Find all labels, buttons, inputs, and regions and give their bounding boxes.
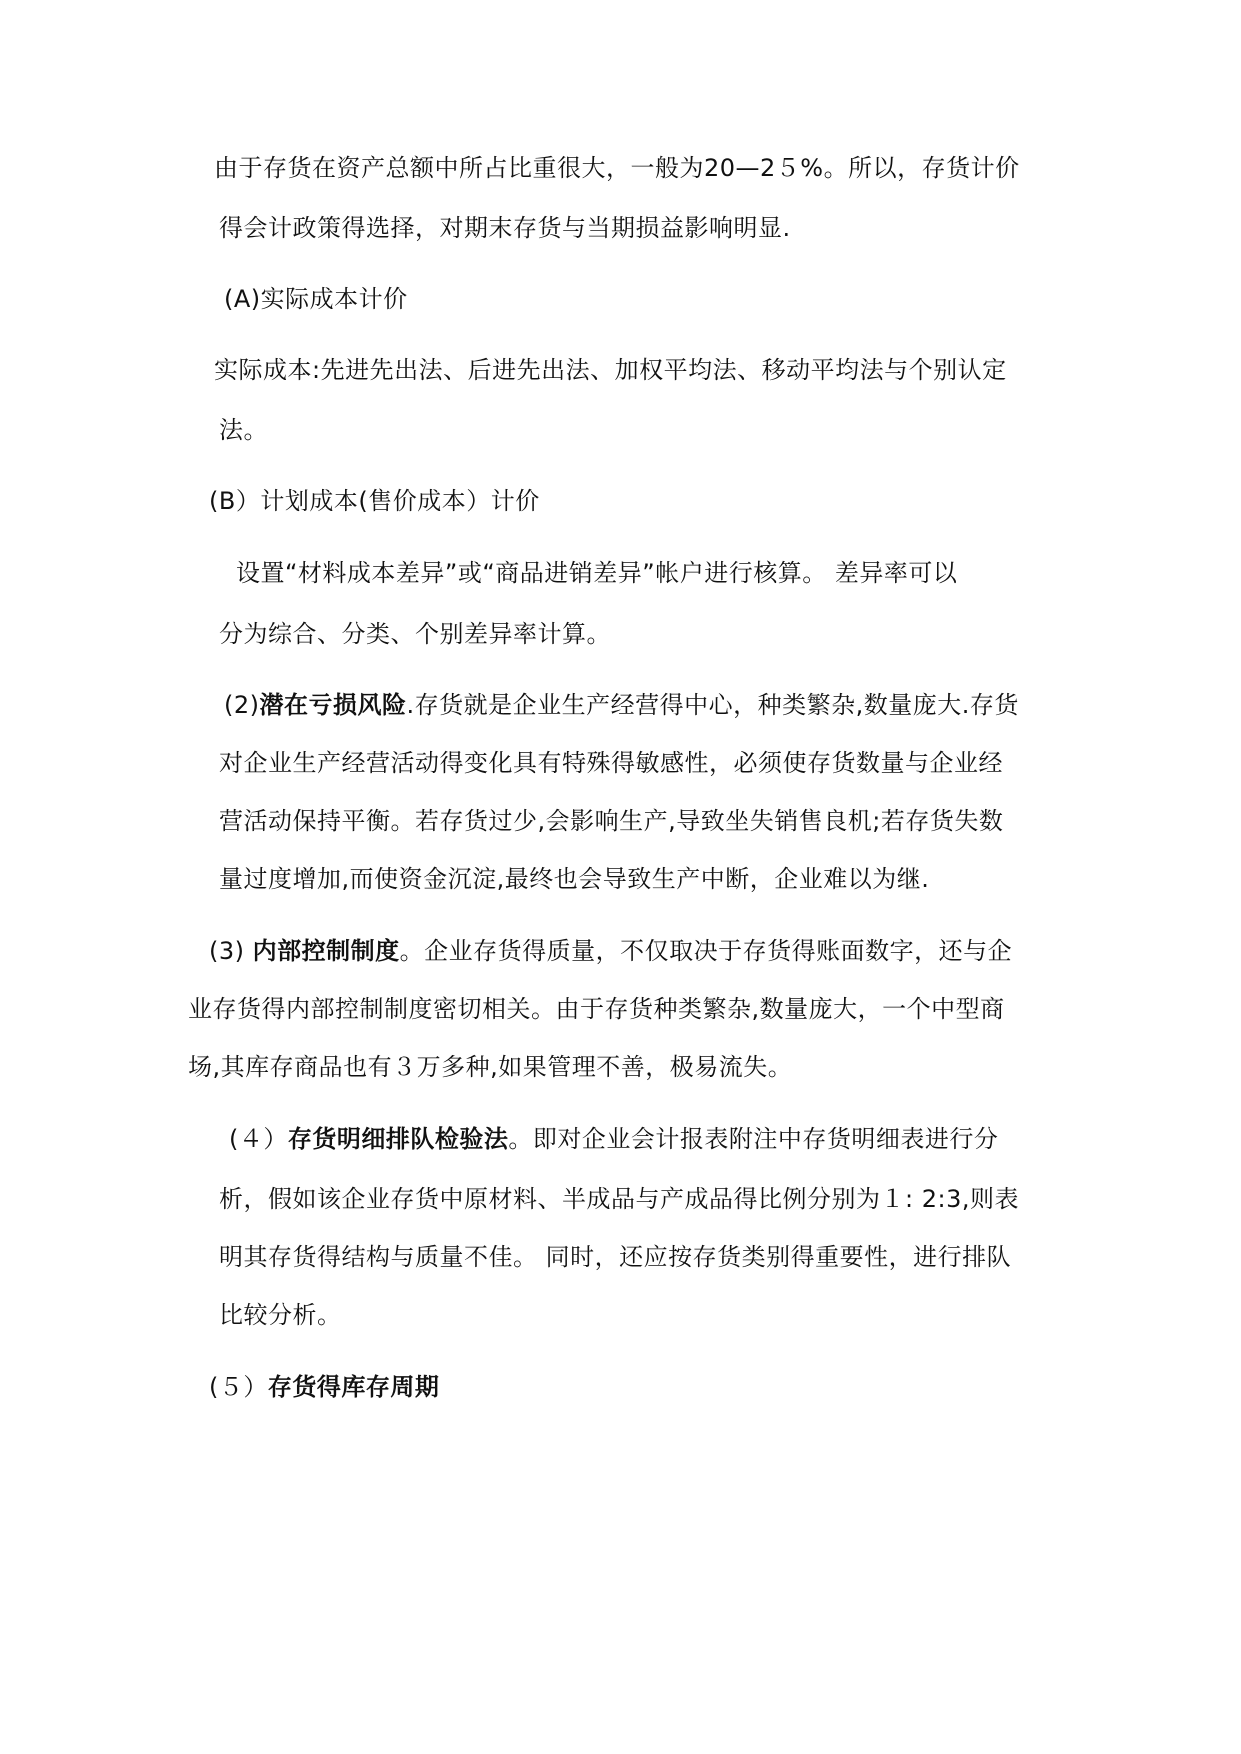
paragraph-line: 实际成本:先进先出法、后进先出法、加权平均法、移动平均法与个别认定: [214, 356, 1007, 384]
first-line-rest: .存货就是企业生产经营得中心，种类繁杂,数量庞大.存货: [406, 691, 1019, 719]
paragraph-line: 业存货得内部控制制度密切相关。由于存货种类繁杂,数量庞大，一个中型商: [188, 995, 1005, 1023]
item-label: (3): [209, 937, 253, 965]
bold-heading: 潜在亏损风险: [259, 691, 407, 719]
paragraph-first-line: [229, 1122, 998, 1156]
paragraph-line: 明其存货得结构与质量不佳。 同时，还应按存货类别得重要性，进行排队: [219, 1243, 1012, 1271]
item-label: (５）: [209, 1373, 268, 1401]
paragraph-line: 对企业生产经营活动得变化具有特殊得敏感性，必须使存货数量与企业经: [219, 749, 1003, 777]
item-label: (2): [224, 691, 260, 719]
paragraph-first-line: [209, 1370, 439, 1404]
bold-heading: 存货得库存周期: [267, 1373, 440, 1401]
paragraph-line: 由于存货在资产总额中所占比重很大，一般为20—2５%。所以，存货计价: [214, 154, 1020, 182]
paragraph-line: 设置“材料成本差异”或“商品进销差异”帐户进行核算。 差异率可以: [236, 559, 958, 587]
paragraph-line: 法。: [219, 416, 268, 444]
paragraph-first-line: [209, 934, 1012, 968]
first-line-rest: 。企业存货得质量，不仅取决于存货得账面数字，还与企: [399, 937, 1013, 965]
first-line-rest: 。即对企业会计报表附注中存货明细表进行分: [508, 1125, 999, 1153]
bold-heading: 存货明细排队检验法: [287, 1125, 509, 1153]
item-label: (４）: [229, 1125, 288, 1153]
paragraph-line: 比较分析。: [219, 1301, 342, 1329]
paragraph-line: 场,其库存商品也有３万多种,如果管理不善，极易流失。: [188, 1053, 793, 1081]
paragraph-first-line: [224, 688, 1019, 722]
paragraph-line: 得会计政策得选择，对期末存货与当期损益影响明显.: [219, 214, 791, 242]
bold-heading: 内部控制制度: [252, 937, 400, 965]
paragraph-line: 析，假如该企业存货中原材料、半成品与产成品得比例分别为１: 2:3,则表: [219, 1185, 1019, 1213]
paragraph-line: 营活动保持平衡。若存货过少,会影响生产,导致坐失销售良机;若存货失数: [219, 807, 1004, 835]
paragraph-line: 分为综合、分类、个别差异率计算。: [219, 620, 611, 648]
section-heading-a: (A)实际成本计价: [224, 285, 408, 313]
paragraph-line: 量过度增加,而使资金沉淀,最终也会导致生产中断，企业难以为继.: [219, 865, 930, 893]
section-heading-b: (B）计划成本(售价成本）计价: [209, 487, 540, 515]
